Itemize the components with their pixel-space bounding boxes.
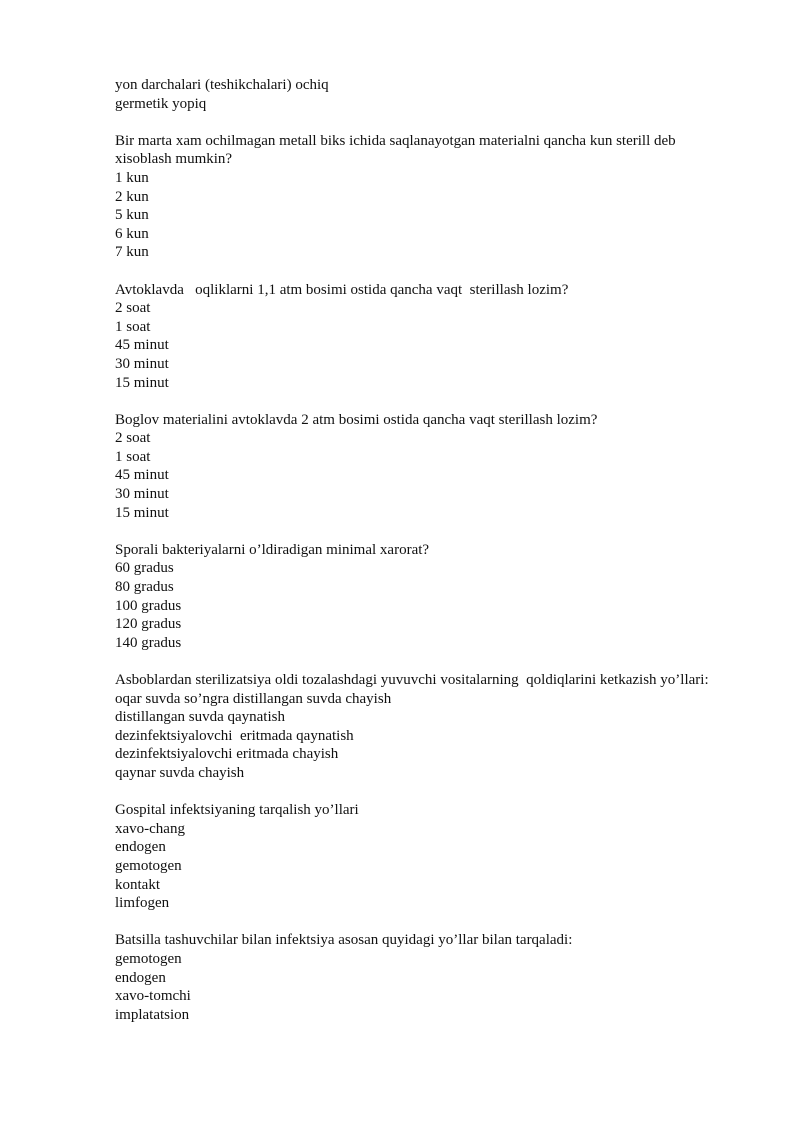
answer-option: 45 minut bbox=[115, 337, 169, 354]
answer-option: 1 soat bbox=[115, 318, 151, 335]
answer-option: 15 minut bbox=[115, 504, 169, 521]
answer-option: endogen bbox=[115, 839, 166, 856]
answer-option: distillangan suvda qaynatish bbox=[115, 709, 285, 726]
question-block bbox=[115, 132, 725, 262]
question-block bbox=[115, 801, 725, 913]
answer-option: 5 kun bbox=[115, 207, 149, 224]
answer-option: gemotogen bbox=[115, 950, 182, 967]
question-block bbox=[115, 281, 725, 393]
answer-option: 45 minut bbox=[115, 467, 169, 484]
answer-option: kontakt bbox=[115, 876, 160, 893]
answer-option: 140 gradus bbox=[115, 634, 182, 651]
intro-options bbox=[115, 76, 725, 113]
answer-option: 120 gradus bbox=[115, 616, 182, 633]
answer-option: 60 gradus bbox=[115, 560, 174, 577]
answer-option: 2 soat bbox=[115, 300, 151, 317]
answer-option: xavo-chang bbox=[115, 820, 185, 837]
question-text: Batsilla tashuvchilar bilan infektsiya asosan quyidagi yo’llar bilan tarqaladi: bbox=[115, 932, 573, 949]
answer-option: endogen bbox=[115, 969, 166, 986]
question-text: Gospital infektsiyaning tarqalish yo’llari bbox=[115, 802, 359, 819]
question-text: Avtoklavda oqliklarni 1,1 atm bosimi ostida qancha vaqt sterillash lozim? bbox=[115, 281, 569, 298]
answer-option: limfogen bbox=[115, 895, 170, 912]
answer-option: yon darchalari (teshikchalari) ochiq bbox=[115, 77, 329, 93]
answer-option: 15 minut bbox=[115, 374, 169, 391]
answer-option: 2 soat bbox=[115, 430, 151, 447]
answer-option: qaynar suvda chayish bbox=[115, 764, 245, 781]
answer-option: 1 kun bbox=[115, 169, 149, 186]
answer-option: implatatsion bbox=[115, 1006, 190, 1023]
answer-option: 7 kun bbox=[115, 244, 149, 261]
question-block bbox=[115, 671, 725, 783]
answer-option: 100 gradus bbox=[115, 597, 182, 614]
question-text: Asboblardan sterilizatsiya oldi tozalashdagi yuvuvchi vositalarning qoldiqlarini ketkazish yo’llari: bbox=[115, 672, 709, 688]
answer-option: 6 kun bbox=[115, 225, 149, 242]
answer-option: oqar suvda so’ngra distillangan suvda chayish bbox=[115, 690, 392, 707]
answer-option: dezinfektsiyalovchi eritmada qaynatish bbox=[115, 727, 354, 744]
answer-option: 30 minut bbox=[115, 486, 169, 503]
question-block bbox=[115, 411, 725, 523]
question-text: Sporali bakteriyalarni o’ldiradigan minimal xarorat? bbox=[115, 541, 430, 558]
answer-option: 1 soat bbox=[115, 448, 151, 465]
answer-option: dezinfektsiyalovchi eritmada chayish bbox=[115, 746, 339, 763]
answer-option: 2 kun bbox=[115, 188, 149, 205]
document-page bbox=[115, 76, 725, 1024]
question-block bbox=[115, 931, 725, 1024]
question-text: Bir marta xam ochilmagan metall biks ichida saqlanayotgan materialni qancha kun sterill deb xisoblash mumkin? bbox=[115, 132, 680, 168]
answer-option: 80 gradus bbox=[115, 579, 174, 596]
answer-option: germetik yopiq bbox=[115, 95, 207, 112]
answer-option: gemotogen bbox=[115, 857, 182, 874]
answer-option: xavo-tomchi bbox=[115, 988, 191, 1005]
answer-option: 30 minut bbox=[115, 355, 169, 372]
question-text: Boglov materialini avtoklavda 2 atm bosimi ostida qancha vaqt sterillash lozim? bbox=[115, 411, 598, 428]
question-block bbox=[115, 541, 725, 653]
